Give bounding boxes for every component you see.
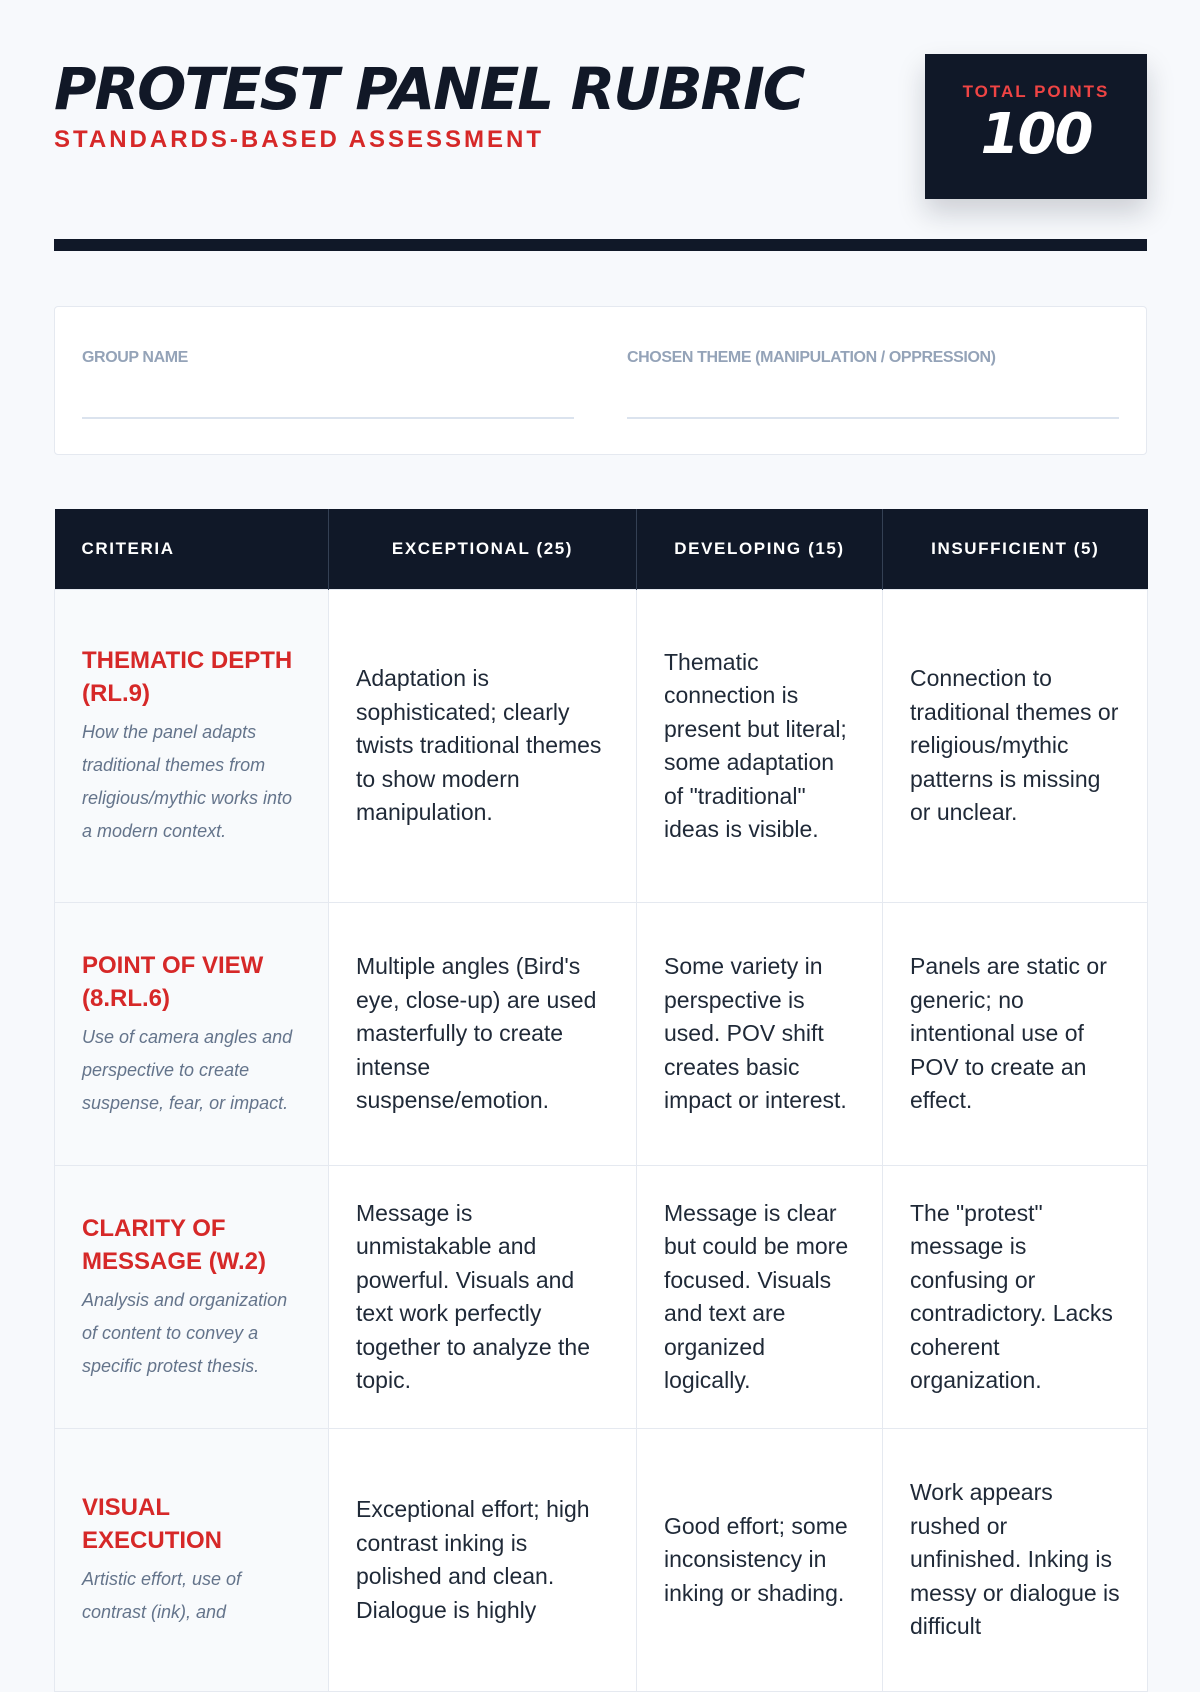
insufficient-cell: Panels are static or generic; no intentional use of POV to create an effect.: [883, 903, 1148, 1166]
criteria-title: CLARITY OF MESSAGE (W.2): [82, 1214, 267, 1275]
group-name-line[interactable]: [82, 417, 574, 419]
insufficient-cell: Connection to traditional themes or religious/mythic patterns is missing or unclear.: [883, 590, 1148, 903]
developing-cell: Thematic connection is present but literal; some adaptation of "traditional" ideas is visible.: [637, 590, 883, 903]
group-name-field[interactable]: [82, 349, 574, 419]
exceptional-cell: Adaptation is sophisticated; clearly twists traditional themes to show modern manipulation.: [329, 590, 637, 903]
table-row: [55, 1166, 1148, 1429]
criteria-description: How the panel adapts traditional themes from religious/mythic works into a modern context.: [82, 722, 293, 841]
column-header-exceptional: EXCEPTIONAL (25): [329, 509, 637, 590]
criteria-title: VISUAL EXECUTION: [82, 1494, 223, 1554]
table-row: [55, 590, 1148, 903]
criteria-title: THEMATIC DEPTH (RL.9): [82, 647, 293, 707]
criteria-description: Use of camera angles and perspective to create suspense, fear, or impact.: [82, 1026, 293, 1113]
developing-cell: Good effort; some inconsistency in inking or shading.: [637, 1429, 883, 1692]
page-title: PROTEST PANEL RUBRIC: [54, 55, 804, 123]
header: [54, 54, 1147, 204]
exceptional-cell: Multiple angles (Bird's eye, close-up) are used masterfully to create intense suspense/emotion.: [329, 903, 637, 1166]
developing-cell: Some variety in perspective is used. POV shift creates basic impact or interest.: [637, 903, 883, 1166]
total-points-badge: [925, 54, 1147, 199]
criteria-description: Artistic effort, use of contrast (ink), and: [82, 1569, 242, 1622]
column-header-developing: DEVELOPING (15): [637, 509, 883, 590]
chosen-theme-field[interactable]: [627, 349, 1119, 419]
column-header-criteria: CRITERIA: [55, 509, 329, 590]
column-header-insufficient: INSUFFICIENT (5): [883, 509, 1148, 590]
criteria-cell: [55, 1429, 329, 1692]
group-name-label: GROUP NAME: [82, 349, 188, 366]
criteria-description: Analysis and organization of content to convey a specific protest thesis.: [82, 1289, 288, 1376]
total-points-value: 100: [980, 102, 1092, 167]
group-info-card: [54, 306, 1147, 455]
criteria-title: POINT OF VIEW (8.RL.6): [82, 951, 264, 1012]
criteria-cell: [55, 590, 329, 903]
criteria-cell: [55, 1166, 329, 1429]
page-subtitle: STANDARDS-BASED ASSESSMENT: [54, 126, 545, 153]
insufficient-cell: The "protest" message is confusing or contradictory. Lacks coherent organization.: [883, 1166, 1148, 1429]
rubric-header-row: [55, 509, 1148, 590]
rubric-table: [54, 509, 1148, 1692]
criteria-cell: [55, 903, 329, 1166]
chosen-theme-line[interactable]: [627, 417, 1119, 419]
table-row: [55, 1429, 1148, 1692]
table-row: [55, 903, 1148, 1166]
developing-cell: Message is clear but could be more focused. Visuals and text are organized logically.: [637, 1166, 883, 1429]
insufficient-cell: Work appears rushed or unfinished. Inking is messy or dialogue is difficult: [883, 1429, 1148, 1692]
total-points-label: TOTAL POINTS: [962, 82, 1110, 101]
header-divider: [54, 239, 1147, 251]
exceptional-cell: Message is unmistakable and powerful. Visuals and text work perfectly together to analyze the topic.: [329, 1166, 637, 1429]
chosen-theme-label: CHOSEN THEME (MANIPULATION / OPPRESSION): [627, 349, 996, 366]
exceptional-cell: Exceptional effort; high contrast inking is polished and clean. Dialogue is highly: [329, 1429, 637, 1692]
